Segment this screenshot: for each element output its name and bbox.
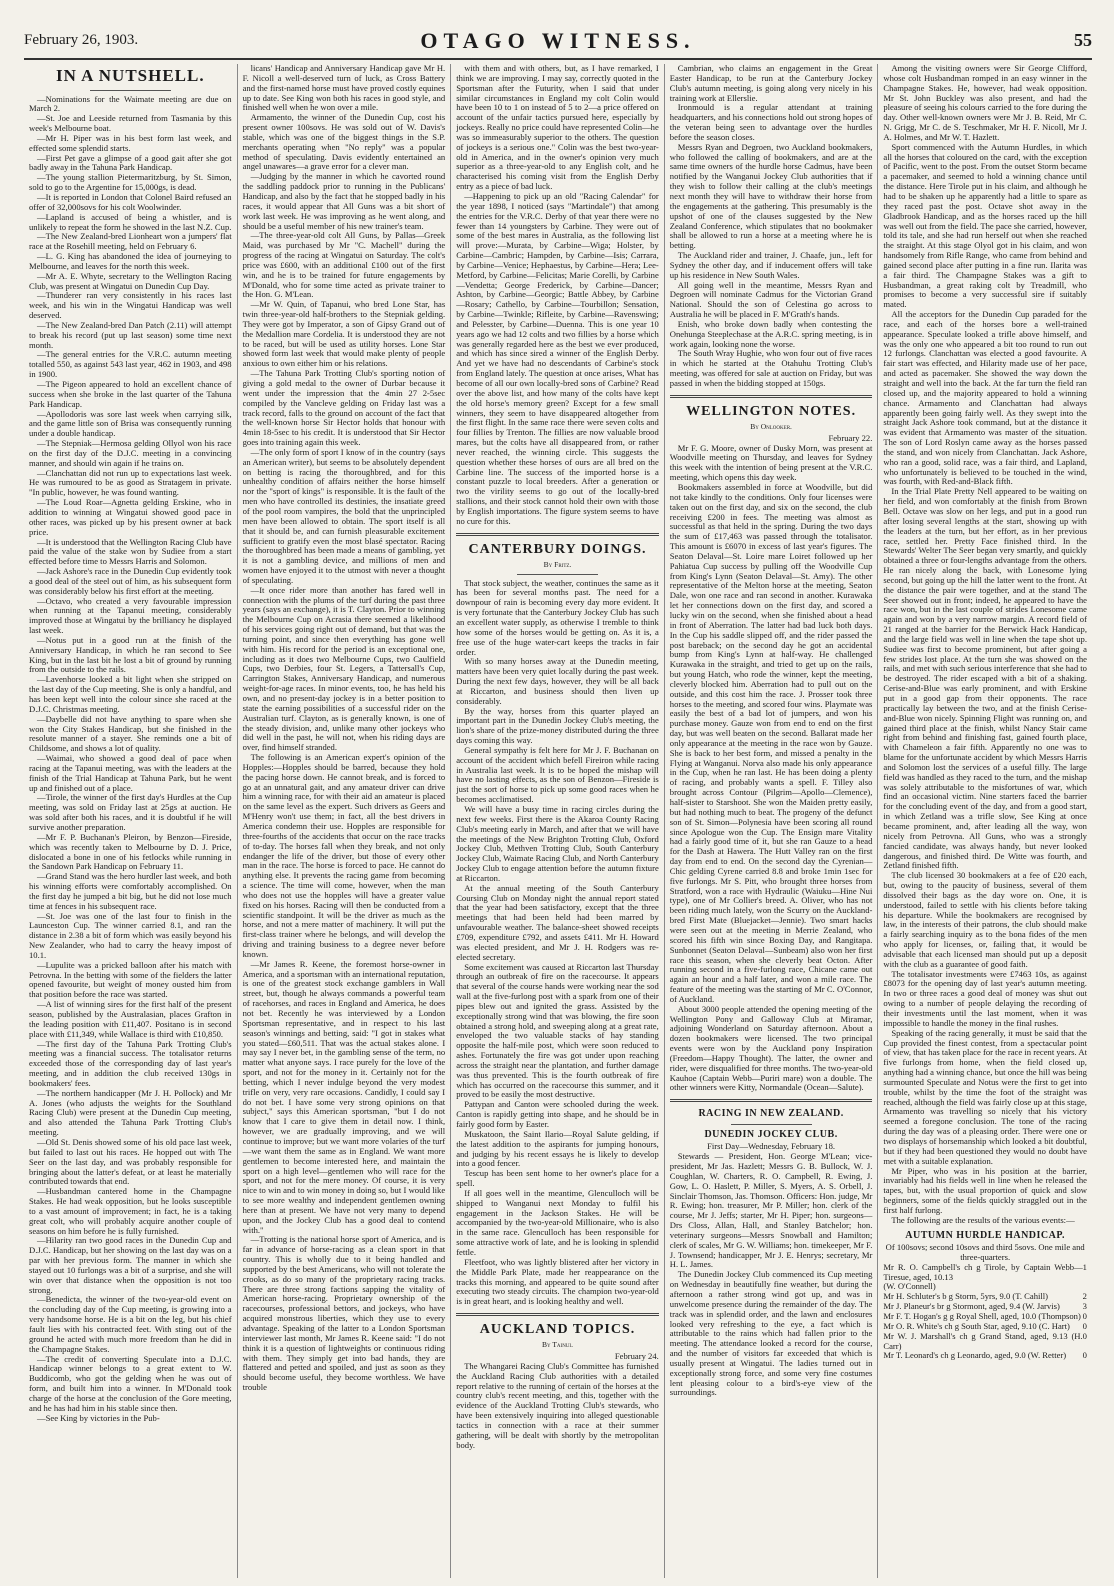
divider — [670, 395, 873, 398]
racing-heading: RACING IN NEW ZEALAND. — [698, 1108, 844, 1120]
auckland-heading: AUCKLAND TOPICS. — [479, 1322, 636, 1338]
paragraph: —Jack Ashore's race in the Dunedin Cup evidently took a good deal of the steel out of him, as his subsequent form was considerably below his first effort at the meeting. — [29, 566, 232, 596]
paragraph: The following are the results of the various events:— — [891, 1214, 1075, 1225]
result-place: 1 — [1082, 1261, 1087, 1272]
paragraph: Cambrian, who claims an engagement in the Great Easter Handicap, to be run at the Canterbury Jockey Club's autumn meeting, is going along very nicely in his training work at Ellerslie. — [669, 64, 873, 103]
canterbury-byline: By Fritz. — [543, 559, 572, 569]
paragraph: —St. Joe was one of the last four to finish in the Launceston Cup. The winner carried 8.1, and ran the distance in 2.38 a bit of form which was easily beyond his New Zealander, who had to carry the heavy impost of 10.1. — [29, 910, 232, 960]
paragraph: —Apollodoris was sore last week when carrying silk, and the game little son of Brisa was consequently running under a double handicap. — [29, 408, 232, 439]
result-place: 0 — [1082, 1350, 1087, 1361]
result-entry: Mr T. Leonard's ch g Leonardo, aged, 9.0 (W. Retter) — [883, 1350, 1067, 1361]
wellington-byline: By Onlooker. — [750, 421, 792, 431]
wellington-heading: WELLINGTON NOTES. — [686, 403, 857, 419]
result-place: 0 — [1082, 1320, 1087, 1331]
paragraph: —Benedicta, the winner of the two-year-old event on the concluding day of the Cup meeting, is growing into a very handsome horse. He is a bit on the leg, but his chief fault lies with his contracted feet. With sting out of the ground he acted with much more freedom than he did in the Champagne Stakes. — [29, 1294, 232, 1354]
paragraph: —Trotting is the national horse sport of America, and is far in advance of horse-racing as a clean sport in that country. This is wholly due to it being handled and supported by the best Americans, who will not tolerate the crooks, as do so many of the proprietary racing tracks. There are three strong factions sapping the vitality of American horse-racing. Proprietary ownership of the racecourses, professional bettors, and jockeys, who have acquired monstrous liberties, which they use to every advantage. Speaking of the latter to a London Sportsman interviewer last month, Mr James R. Keene said: "I do not think it is a question of lightweights or continuous riding with them. They simply get into bad hands, they are flattered and petted and spoiled, and just as soon as they should become useful, they become worthless. We have trouble — [242, 1234, 446, 1393]
paragraph: —The New Zealand-bred Lionheart won a jumpers' flat race at the Rosehill meeting, held on February 6. — [29, 231, 232, 252]
paragraph: —Lupulite was a pricked balloon after his match with Petrovna. In the betting with some of the fielders the latter opened favourite, but weight of money ousted him from that position before the race was started. — [29, 959, 232, 1000]
result-entry: Mr F. T. Hogan's g g Royal Shell, aged, 10.0 (Thompson) — [883, 1310, 1081, 1321]
results-heading: AUTUMN HURDLE HANDICAP. — [905, 1229, 1066, 1241]
result-place: 3 — [1082, 1301, 1087, 1312]
paragraph: The totalisator investments were £7463 10s, as against £8073 for the opening day of last year's autumn meeting. In two or three races a good deal of money was shut out owing to a number of people delaying the recording of their investments until the last moment, when it was impossible to handle the money in the final rushes. — [883, 968, 1087, 1028]
paragraph: All the acceptors for the Dunedin Cup paraded for the race, and each of the horses bore a well-trained appearance. Speculate looked a trifle above himself, and was the only one who appeared a bit too round to run out 12 furlongs. Clanchattan was elected a good favourite. A fair start was effected, and Hilarity made use of her pace, and acted as pacemaker. She showed the way down the straight and well into the back. At the far turn the field ran closed up, and the majority appeared to hold a winning chance. Armamento and Clanchattan had always apparently been going fairly well. As they swept into the straight Jack Ashore took command, but at the distance it was evident that Armamento was master of the situation. The son of Lord Roslyn came away as the horses passed the stand, and won nicely from Clanchattan. Jack Ashore, who ran a good, solid race, was a fair third, and Lapland, who unfortunately is believed to be touched in the wind, was fourth, with Red-and-Black fifth. — [883, 309, 1087, 487]
paragraph: In the Trial Plate Pretty Nell appeared to be waiting on her field, and won comfortably at the finish from Brown Bell. Octave was slow on her legs, and put in a good run after losing several lengths at the start, showing up with the leaders at the turn, but her effort, as in her previous race, settled her. Pretty Face finished third. In the Stewards' Welter The Seer began very smartly, and quickly obtained a three or four-lengths advantage from the others. He ran nicely along the back, with Lonesome lying second, but going up the hill the latter went to the front. At the distance the pair were together, and at the stand The Seer showed out in front; indeed, he appeared to have the race won, but in the last couple of strides Lonesome came again and won by a very narrow margin. A record field of 21 ranged at the barrier for the Berwick Hack Handicap, and the large field was well in line when the tape shot up. Sudiee was first to become prominent, but after going a few strides lost place. At the turn she was showed on the rails, and met with such serious interference that she had to be destroyed. The rider escaped with a bit of a shaking. Cerise-and-Blue was early prominent, and with Erskine put in a good gap from their opponents. The race practically lay between the two, and at the finish Cerise-and-Blue won nicely. Spinning Flight was running on, and gained third place at the finish, whilst Nancy Stair came right from behind and finishing fast, gained fourth place, with Chameleon a fair fifth. Apparently no one was to blame for the unfortunate accident by which Messrs Harris and Solomon lost the services of a useful filly. The large field was handled as they raced to the turn, and the mishap was solely attributable to the misfortunes of war, which find an occasional victim. Nine starters faced the barrier for the concluding event of the day, and from a good start, in which Zetland was a trifle slow, See King at once became prominent, and, after leading all the way, won nicely from Petrovna. All Guns, who was a strongly fancied candidate, was always handy, but never looked dangerous, and finished third. De Witte was fourth, and Zetland finished fifth. — [883, 486, 1087, 871]
auckland-byline: By Tainui. — [541, 1340, 573, 1350]
paragraph: —Clanchattan did not run up to expectations last week. He was rumoured to be as good as Stratagem in private. "In public, however, he was found wanting. — [29, 467, 232, 498]
paragraph: Fleetfoot, who was lightly blistered after her victory in the Middle Park Plate, made her reappearance on the tracks this morning, and appeared to be quite sound after executing two steady circuits. The champion two-year-old is in great heart, and is looking healthy and well. — [456, 1256, 659, 1307]
paragraph: Sport commenced with the Autumn Hurdles, in which all the horses that coloured on the card, with the exception of Pacific, went to the post. From the outset Storm became a pacemaker, and seemed to hold a winning chance until the distance. Here Tirole put in his claim, and although he had to be shaken up he apparently had a little to spare as they raced past the post. Octave shot away in the Gladbrook Handicap, and as the horses raced up the hill was well out from the field. The pace she carried, however, told its tale, and she had run herself out when she reached the straight. At this stage Olyol got in his claim, and won handsomely from Rifle Range, who came from behind and gained second place after putting in a fine run. Ilarita was a fair third. The Champagne Stakes was a gift to Husbandman, a great raking colt by Treadmill, who promises to become a very successful sire if suitably mated. — [883, 141, 1087, 310]
paragraph: —A list of winning sires for the first half of the present season, published by the Australasian, places Grafton in the leading position with £11,407. Positano is in second place with £11,349, while Wallace is third with £10,850. — [29, 999, 232, 1039]
paragraph: If all goes well in the meantime, Glenculloch will be shipped to Wanganui next Monday to fulfil his engagement in the Jackson Stakes. He will be accompanied by the two-year-old Millionaire, who is also in the same race. Glenculloch has been responsible for some attractive work of late, and he is looking in splendid fettle. — [456, 1187, 659, 1257]
paragraph: —The Stepniak—Hermosa gelding Ollyol won his race on the first day of the D.J.C. meeting in a convincing manner, and should win again if he trains on. — [29, 438, 232, 468]
divider — [456, 1313, 659, 1316]
paragraph: Tescup has been sent home to her owner's place for a spell. — [456, 1168, 659, 1189]
race-results — [883, 1263, 1087, 1361]
issue-date: February 26, 1903. — [24, 32, 139, 48]
paragraph: —First Pet gave a glimpse of a good gait after she got badly away in the Tahuna Park Handicap. — [29, 152, 232, 173]
paragraph: —The Loud Roar—Agnetta gelding Erskine, who in addition to winning at Wingatui showed good pace in other races, was picked up by his present owner at back price. — [29, 497, 232, 537]
paragraph: —Mr H. Piper was in his best form last week, and effected some splendid starts. — [29, 132, 232, 153]
divider — [517, 574, 598, 575]
paragraph: —It is understood that the Wellington Racing Club have paid the value of the stake won by Sudiee from a start effected before time to Messrs Harris and Solomon. — [29, 536, 232, 567]
paragraph: —Nominations for the Waimate meeting are due on March 2. — [29, 93, 232, 114]
carbine-paragraphs — [456, 64, 659, 527]
paragraph: —The Tahuna Park Trotting Club's sporting notion of giving a gold medal to the owner of Durbar because it went under the impression that the 4min 27 2-5sec compiled by the Vancleve gelding on Friday last was a track record, falls to the ground on account of the fact that the well-known horse Sir Hector holds that honour with 4min 18-5sec to his credit. It is understood that Sir Hector goes into training again this week. — [242, 368, 446, 448]
paragraph: Among the visiting owners were Sir George Clifford, whose colt Husbandman romped in an easy winner in the Champagne Stakes. He, however, had weak opposition. Mr St. John Buckley was also present, and had the pleasure of seeing his colours carried to the fore during the day. Other well-known owners were Mr J. B. Reid, Mr C. N. Grigg, Mr C. de S. Teschmaker, Mr H. F. Nicoll, Mr J. A. Holmes, and Mr W. T. Hazlett. — [883, 64, 1087, 142]
paragraph: Enish, who broke down badly when contesting the Onehunga Steeplechase at the A.R.C. spring meeting, is in work again, looking none the worse. — [669, 318, 873, 349]
column-1 — [24, 64, 238, 1578]
paragraph: —L. G. King has abandoned the idea of journeying to Melbourne, and leaves for the north this week. — [29, 251, 232, 271]
paragraph: —Mr A. E. Whyte, secretary to the Wellington Racing Club, was present at Wingatui on Dunedin Cup Day. — [29, 270, 232, 291]
masthead — [24, 28, 1092, 60]
column-5 — [878, 64, 1092, 1578]
column-4 — [665, 64, 879, 1578]
paragraph: That stock subject, the weather, continues the same as it has been for several months past. The need for a downpour of rain is becoming every day more evident. It is very fortunate that the Canterbury Jockey Club has such an excellent water supply, as otherwise I tremble to think how some of the horses would be getting on. As it is, a free use of the huge water-cart keeps the tracks in fair order. — [456, 577, 659, 657]
result-entry: (W. O'Connell) — [883, 1281, 936, 1292]
divider — [90, 90, 171, 91]
paragraph: —See King by victories in the Pub- — [37, 1412, 160, 1423]
canterbury-heading: CANTERBURY DOINGS. — [468, 541, 647, 557]
paragraph: Some excitement was caused at Riccarton last Thursday through an outbreak of fire on the racecourse. It appears that several of the course hands were working near the sod wall at the five-furlong post with a spark from one of their pipes blew out and ignited the grass. Assisted by the exceptionally strong wind that was blowing, the fire soon obtained a strong hold, and sweeping along at a great rate, enveloped the two valuable stacks of hay standing opposite the half-mile post, which were soon reduced to ashes. Fortunately the fire was got under upon reaching across the straight near the plantation, and further damage was thus prevented. This is the fourth outbreak of fire which has occurred on the racecourse this summer, and it proved to be easily the most destructive. — [456, 961, 659, 1100]
paragraph: —Daybelle did not have anything to spare when she won the City Stakes Handicap, but she finished in the resolute manner of a stayer. She reminds one a bit of Childsome, and shows a lot of quality. — [29, 713, 232, 754]
paragraph: Speaking of the racing generally, it must be said that the Cup provided the finest contest, from a spectacular point of view, that has taken place for the race in recent years. At five furlongs from home, when the field closed up, anything had a winning chance, but once the hill was being surmounted Speculate and Notus were the first to get into trouble, whilst by the time the foot of the straight was reached, although the field was fairly close up at this stage, Armamento was travelling so nicely that his victory seemed a foregone conclusion. The tone of the racing during the day was of a pleasing order. There were one or two displays of horsemanship which looked a bit doubtful, but if they had been questioned they would no doubt have met with a suitable explanation. — [883, 1027, 1087, 1166]
page-columns — [24, 64, 1092, 1578]
paragraph: —The credit of converting Speculate into a D.J.C. Handicap winner belongs to a great extent to W. Buddicomb, who got the gelding when he was out of form, and built him into a winner. In M'Donald took charge of the horse at the conclusion of the Gore meeting, and he has had him in his stable since then. — [29, 1353, 232, 1413]
nutshell-heading: IN A NUTSHELL. — [55, 66, 205, 85]
results-intro: Of 100sovs; second 10sovs and third 5sovs. One mile and three-quarters. — [885, 1242, 1085, 1262]
result-entry: Mr W. J. Marshall's ch g Grand Stand, aged, 9.13 (H. Carr) — [883, 1330, 1083, 1351]
divider — [670, 1099, 873, 1102]
paragraph: —Judging by the manner in which he cavorted round the saddling paddock prior to running in the Publicans' Handicap, and also by the fact that he stopped badly in his races, it would appear that All Guns was a bit short of work last week. He was improving as he went along, and should be a useful member of his new trainer's team. — [242, 171, 446, 231]
paragraph: Mr Piper, who was in his position at the barrier, invariably had his fields well in line when he released the tapes, but, with the usual proportion of quick and slow beginners, some of the fields quickly straggled out in the first half furlong. — [883, 1165, 1087, 1215]
paragraph: Armamento, the winner of the Dunedin Cup, cost his present owner 100sovs. He was sold out of W. Davis's stable, which was one of the biggest things in the S.P. merchants operating when "No reply" was a popular method of speculating. Davis evidently entertained an angel unawares—a grave error for a clever man. — [242, 112, 446, 172]
paragraph: Stewards — President, Hon. George M'Lean; vice-president, Mr Jas. Hazlett; Messrs G. B. Bullock, W. J. Coughlan, W. Charters, R. O. Campbell, R. Ewing, J. Gow, L. O. Haslett, P. Miller, S. Myers, A. S. Orbell, J. Sinclair Thomson, Jas. Thomson. Officers: Hon. judge, Mr R. Ewing; hon. treasurer, Mr P. Miller; hon. clerk of the course, Mr J. Jeffs; starter, Mr H. Piper; hon. surgeons—Drs Closs, Allan, Hall, and Stanley Batchelor; hon. veterinary surgeons—Messrs Snowball and Hamilton; clerk of scales, Mr G. W. Williams; hon. timekeeper, Mr F. J. Townsend; handicapper, Mr J. E. Henrys; secretary, Mr H. L. James. — [669, 1151, 873, 1270]
wellington-paragraphs — [670, 444, 873, 1094]
result-entry: Mr O. R. White's ch g South Star, aged, 9.10 (C. Hart) — [883, 1320, 1070, 1331]
divider — [731, 1124, 812, 1125]
paragraph: At the annual meeting of the South Canterbury Coursing Club on Monday night the annual report stated that the year had been satisfactory, except that the three meetings that had been held had been marred by unfavourable weather. The balance-sheet showed receipts £709, expenditure £792, and assets £411. Mr H. Howard was elected president, and Mr J. H. Rodgers was re-elected secretary. — [456, 882, 659, 962]
paragraph: The following is an American expert's opinion of the Hopples:—Hopples should be barred, because they hold the pacing horse down. He cannot break, and is forced to go at an unnatural gait, and any amateur driver can drive him a winning race, for with their aid an amateur is placed on the same level as the expert. Such drivers as Geers and M'Henry won't use them; in fact, all the best drivers in America condemn their use. Hopples are responsible for three-fourths of the accidents that occur on the race tracks of to-day. The horses fall when they break, and not only endanger the life of the driver, but those of every other man in the race. The horse is forced to pace. He cannot do anything else. It prevents the racing game from becoming a science. The time will come, however, when the man who does not use the hopples will have a greater value fixed on his horses. Racing will then be conducted from a scientific standpoint. It will be the driver as much as the horse, and not a mere matter of machinery. It will put the first-class trainer where he belongs, and will develop the driving and training business to a degree never before known. — [242, 752, 446, 959]
paragraph: About 3000 people attended the opening meeting of the Wellington Pony and Galloway Club at Miramar, adjoining Wonderland on Saturday afternoon. About a dozen bookmakers were licensed. The two principal events were won by the Auckland pony Inspiration (Freedom—Happy Thought). The latter, the owner and rider, were disqualified for three months. The two-year-old Kauhoe (Captain Webb—Puriri mare) won a double. The other winners were Kitty, Normandale (Ocean—Salute). — [669, 1003, 873, 1093]
newspaper-title: OTAGO WITNESS. — [420, 28, 696, 53]
paragraph: All going well in the meantime, Messrs Ryan and Degroen will nominate Cadmus for the Victorian Grand National. Should the son of Celestina go across to Australia he will be placed in F. M'Grath's hands. — [669, 279, 873, 320]
result-place: 2 — [1082, 1291, 1087, 1302]
page-number: 55 — [1074, 30, 1092, 50]
paragraph: We will have a busy time in racing circles during the next few weeks. First there is the Akaroa County Racing Club's meeting early in March, and after that we will have the meetings of the New Brighton Trotting Club, Oxford Jockey Club, Methven Trotting Club, South Canterbury Jockey Club, Waimate Racing Club, and North Canterbury Jockey Club to engage attention before the autumn fixture at Riccarton. — [456, 804, 659, 883]
paragraph: Muskatoon, the Saint Ilario—Royal Salute gelding, if the latest addition to the aspirants for jumping honours, and judging by his recent essays he is likely to develop into a good fencer. — [456, 1128, 659, 1169]
column-2 — [238, 64, 452, 1578]
result-entry: Mr J. Planeur's br g Stormont, aged, 9.4 (W. Jarvis) — [883, 1301, 1060, 1312]
djc-dateline: First Day—Wednesday, February 18. — [707, 1141, 836, 1152]
result-entry: Mr H. Schluter's b g Storm, 5yrs, 9.0 (T. Cahill) — [883, 1291, 1049, 1302]
paragraph: —The northern handicapper (Mr J. H. Pollock) and Mr A. Jones (who adjusts the weights for the Southland Racing Club) were present at the Dunedin Cup meeting, and also attended the Tahuna Park Trotting Club's meeting. — [29, 1087, 232, 1138]
paragraph: —St. Joe and Leeside returned from Tasmania by this week's Melbourne boat. — [29, 113, 232, 134]
result-entry: Mr R. O. Campbell's ch g Tirole, by Captain Webb—Tiresue, aged, 10.13 — [883, 1261, 1083, 1282]
wellington-dateline: February 22. — [828, 432, 873, 443]
auckland-dateline: February 24. — [614, 1350, 659, 1361]
paragraph: The club licensed 30 bookmakers at a fee of £20 each, but, owing to the paucity of business, several of them dissolved their bags as the day wore on. One, it is understood, failed to settle with his clients before taking his departure. While the bookmakers are recognised by law, in the interests of their patrons, the club should make a fairly searching inquiry as to the bona fides of the men who apply for licenses, or, failing that, it would be advisable that each licensed man should put up a deposit with the club as a guarantee of good faith. — [883, 870, 1087, 969]
paragraph: —Lavenhorse looked a bit light when she stripped on the last day of the Cup meeting. She is only a handful, and has been kept well into the colour since she raced at the D.J.C. Christmas meeting. — [29, 674, 232, 714]
paragraph: —Hilarity ran two good races in the Dunedin Cup and D.J.C. Handicap, but her showing on the last day was on a par with her previous form. The manner in which she stayed out 10 furlongs was a bit of a surprise, and she will win over that distance when the opposition is not too strong. — [29, 1235, 232, 1295]
paragraph: Pattypan and Canton were schooled during the week. Canton is rapidly getting into shape, and he should be in fairly good form by Easter. — [456, 1099, 659, 1129]
result-row — [883, 1332, 1087, 1352]
paragraph: —Octavo, who created a very favourable impression when running at the Tapanui meeting, considerably improved those at Wingatui by the brilliancy he displayed last week. — [29, 595, 232, 636]
auckland-continued-paragraphs — [670, 64, 873, 389]
paragraph: The Dunedin Jockey Club commenced its Cup meeting on Wednesday in beautifully fine weather, but during the afternoon a rather strong wind got up, and was in unwelcome presence during the remainder of the day. The track was in splendid order, and the lawn and enclosures looked very refreshing to the eye, a fact which is attributable to the rains which had fallen prior to the meeting. The attendance looked a record for the course, and the number of visitors far exceeded that which is usually present at Wingatui. The ladies turned out in exceptionally strong force, and some very fine costumes lent pleasing colour to a bird's-eye view of the surroundings. — [669, 1269, 873, 1398]
paragraph: —The only form of sport I know of in the country (says an American writer), but seems to be absolutely dependent on betting is racing the thoroughbred, and for this unhealthy condition of affairs neither the horse himself nor the "sport of kings" is responsible. It is the fault of the men who have controlled its destinies, the insatiate greed of the pool room vampires, the bold that the unprincipled men have been allowed to obtain. The sport itself is all that it should be, and can furnish pleasurable excitement sufficient to gratify even the most blasé spectator. Racing the thoroughbred has been made a means of gambling, yet it is not a gambling device, and millions of men and women have enjoyed it to the utmost with never a thought of speculating. — [242, 446, 446, 585]
paragraph: —Old St. Denis showed some of his old pace last week, but failed to last out his races. He hopped out with The Seer on the last day, and was probably responsible for bringing about the latter's defeat, or at least he materially contributed towards that end. — [29, 1136, 232, 1187]
paragraph: —Mr W. Quin, of Tapanui, who bred Lone Star, has twin three-year-old half-brothers to the Stepniak gelding. They were got by Imperator, a son of Gipsy Grand out of the Medallion mare Cordelia. It is understood they are not to be raced, but will be used as utility horses. Lone Star showed form last week that would make plenty of people anxious to own either him or his relations. — [242, 299, 446, 369]
paragraph: Mr F. G. Moore, owner of Dusky Morn, was present at Woodville meeting on Thursday, and leaves for Sydney this week with the intention of being present at the V.R.C. meeting, which opens this day week. — [669, 442, 873, 483]
paragraph: —The Pigeon appeared to hold an excellent chance of success when she broke in the last quarter of the Tahuna Park Handicap. — [29, 379, 232, 409]
result-row — [883, 1263, 1087, 1283]
column-2-paragraphs — [243, 64, 446, 1393]
paragraph: —Husbandman cantered home in the Champagne Stakes. He had weak opposition, but he looks susceptible to a vast amount of improvement; in fact, he is a taking great colt, who will probably acquire another couple of seasons on him before he is fully furnished. — [29, 1186, 232, 1236]
djc-paragraphs — [670, 1152, 873, 1398]
paragraph: Messrs Ryan and Degroen, two Auckland bookmakers, who followed the calling of bookmakers, and are at the same time owners of the hurdle horse Cadmus, have been notified by the Wanganui Jockey Club authorities that if they wish to follow their calling at the club's meetings next month they will have to withdraw their horse from the engagements at the gathering. This presumably is the upshot of one of the clauses suggested by the New Zealand Conference, which stipulates that no bookmaker shall be allowed to run a horse at a meeting where he is betting. — [669, 141, 873, 251]
paragraph: With so many horses away at the Dunedin meeting, matters have been very quiet locally during the past week. During the next few days, however, they will be all back at Riccarton, and business should then liven up considerably. — [456, 656, 659, 706]
column-3 — [451, 64, 665, 1578]
paragraph: —Happening to pick up an old "Racing Calendar" for the year 1898, I noticed (says "Martindale") that among the entries for the V.R.C. Derby of that year there were no fewer than 14 youngsters by Carbine. They were out of some of the best mares in Australia, as the following list will prove:—Murata, by Carbine—Wiga; Holster, by Carbine—Cambric; Hampden, by Carbine—Isis; Carrara, by Carbine—Venice; Hephaestus, by Carbine—Hera; Lee-Metford, by Carbine—Felicitas; Marie Corelli, by Carbine—Vendetta; George Frederick, by Carbine—Dancer; Ashton, by Carbine—Georgic; Battle Abbey, by Carbine—Rosary; Cathello, by Carbine—Tourbillon; Sensation, by Carbine—Twinkle; Rifleite, by Carbine—Ravenswing; and Pelesster, by Carbine—Duenna. This is one year 10 years ago we had 12 colts and two fillies by a horse which was generally regarded here as the best we ever produced, and which has since sired a winner of the English Derby. And yet we have had no descendants of Carbine's stock from England lately. The question at once arises, What has become of all our own locally-bred sons of Carbine? Read over the above list, and how many of the colts have kept the old horse's memory green? Except for a few small winners, they seem to have disappeared altogether from the first flight. In the same race there were seven colts and four fillies by Trenton. The fillies are now valuable brood mares, but the colts have all disappeared from, or rather never reached, the winning circle. This suggests the question whether these horses of ours are all bred on the Carbine line. The success of the imported horse is a constant puzzle to local breeders. After a generation or two the virility seems to go out of the locally-bred stallions, and their stock cannot hold their own with those by English importations. The figure system seems to have no cure for this. — [456, 190, 659, 526]
paragraph: The Whangarei Racing Club's Committee has furnished the Auckland Racing Club authorities with a detailed report relative to the running of certain of the horses at the country club's recent meeting, and this, together with the evidence of the Auckland Trotting Club's stewards, who have been extensively inquiring into alleged questionable tactics in connection with a race at their summer gathering, will be dealt with shortly by the metropolitan body. — [456, 1360, 659, 1450]
paragraph: —The New Zealand-bred Dan Patch (2.11) will attempt to break his record (put up last season) some time next month. — [29, 319, 232, 350]
paragraph: —Lapland is accused of being a whistler, and is unlikely to repeat the form he showed in the last N.Z. Cup. — [29, 211, 232, 232]
paragraph: —It once rider more than another has fared well in connection with the plums of the turf during the past three years (says an exchange), it is T. Clayton. Prior to winning the Melbourne Cup on Acrasia there seemed a likelihood of his services going right out of demand, but that was the turning point, and since then everything has gone well with him. His record for the period is an exceptional one, including as it does two Melbourne Cups, two Caulfield Cups, two Derbies, four St. Legers, a Tattersall's Cup, Carrington Stakes, Anniversary Handicap, and numerous weight-for-age races. In minor events, too, he has held his own, and no present-day jockey is in a better position to state the earning possibilities of a successful rider on the Australian turf. Clayton, as is generally known, is one of the steady division, and, unlike many other jockeys who did well in the past, he will not, when his riding days are over, find himself stranded. — [242, 584, 446, 753]
paragraph: By the way, horses from this quarter played an important part in the Dunedin Jockey Club's meeting, the lion's share of the prize-money distributed during the three days coming this way. — [456, 705, 659, 746]
nutshell-paragraphs — [29, 95, 232, 1424]
result-row — [883, 1351, 1087, 1361]
paragraph: Bookmakers assembled in force at Woodville, but did not take kindly to the conditions. Only four licenses were taken out on the first day, and six on the second, the club receiving £200 in fees. The meeting was almost as successful as that held in the spring. During the two days the sum of £17,463 was passed through the totalisator. This amount is £6070 in excess of last year's figures. The Seaton Delaval—St. Loire mare Loiret followed up her Pahiatua Cup success by pulling off the Woodville Cup from King's Lynn (Seaton Delaval—St. Amy). The other representative of the Melton horse at the meeting, Seaton Dale, won one race and ran second in another. Kurawaka let her connections down on the first day, and scored a lucky win on the second, when she finished about a head in front of Aberration. The latter had bad luck both days. In the Cup his saddle slipped off, and the rider passed the post bareback; on the second day he got an accidental bump from King's Lynn at half-way. He challenged Kurawaka in the straight, and tried to get up on the rails, but young Hatch, who rode the winner, kept the meeting, cleverly blocked him. Aberration had to pull out on the outside, and this cost him the race. J. Prosser took three horses to the meeting, and scored four wins. Playmate was easily the best of a bad lot of jumpers, and won his purchase money. Gauze won from end to end on the first day, but was well beaten on the second. Ballarat made her only appearance at the meeting in the race won by Gauze. She is back to her best form, and missed a penalty in the Flying at Wanganui. Norva also made his only appearance in the Cup, when he ran last. He has been doing a plenty of racing, and probably wants a spell. F. Tilley also brought across Contour (Pilgrim—Apollo—Clemence), half-sister to Starshoot. She won the Maiden pretty easily, but had nothing much to beat. The progeny of the defunct son of St. Simon—Polynesia have been scoring all round since Apologue won the Cup. The Ensign mare Vitality had a fairly good time of it, but she ran Gauze to a head for the Dash at Hawera. The Hutt Valley ran on the first day from end to end. On the second day the Cyrenian—Chic gelding Cyrene carried 8.8 and broke 1min 1sec for five furlongs. Mr S. Pitt, who brought three horses from Stratford, won a race with Hydraulic (Waiuku—Hine Nui type), one of Mr Collier's breed. A. Oliver, who has not been riding much lately, won the Scurry on the Auckland-bred First Mate (Bluejacket—Jennie). Two smart hacks were seen out at the meeting in Merrie Zealand, who scored his fifth win since Boxing Day, and Rangitapa. Sunbonnet (Seaton Delaval—Sunbeam) also won her first race this season, when she cleverly beat Octon. After running second in a five-furlong race, Chicane came out again an hour and a half later, and won a mile race. The feature of the meeting was the starting of Mr C. O'Connor, of Auckland. — [669, 482, 873, 1004]
paragraph: with them and with others, but, as I have remarked, I think we are improving. I may say, correctly quoted in the Sportsman after the Futurity, when I said that under similar circumstances in England my colt Colin would have been 10 to 1 on instead of 5 to 2—a price offered on account of the unfair tactics pursued here, especially by jockeys. Really no price could have represented Colin—he was so immeasurably superior to the others. The question of jockeys is a serious one." Colin was the best two-year-old in America, and in the owner's opinion very much superior as a three-year-old to any English colt, and he characterised his coming visit from the English Derby entry as a piece of bad luck. — [456, 64, 659, 192]
paragraph: —Tirole, the winner of the first day's Hurdles at the Cup meeting, was sold on Friday last at 25gs at auction. He was sold after both his races, and it is doubtful if he will survive another preparation. — [29, 792, 232, 832]
paragraph: licans' Handicap and Anniversary Handicap gave Mr H. F. Nicoll a well-deserved turn of luck, as Cross Battery and the first-named horse must have proved costly equines up to date. See King won both his races in good style, and finished well when he won over a mile. — [242, 64, 446, 113]
paragraph: —Grand Stand was the hero hurdler last week, and both his winning efforts were comfortably accomplished. On the first day he jumped a bit big, but he did not lose much time at fences in his subsequent race. — [29, 871, 232, 911]
paragraph: —Waimai, who showed a good deal of pace when racing at the Tapanui meeting, was with the leaders at the finish of the Trial Handicap at Tahuna Park, but he went up and finished out of a place. — [29, 753, 232, 793]
paragraph: —Thunderer ran very consistently in his races last week, and his win in the Wingatui Handicap was well deserved. — [29, 290, 232, 321]
auckland-paragraphs — [456, 1362, 659, 1451]
paragraph: —The general entries for the V.R.C. autumn meeting totalled 550, as against 543 last year, 462 in 1903, and 498 in 1900. — [29, 349, 232, 380]
paragraph: —Notus put in a good run at the finish of the Anniversary Handicap, in which he ran second to See King, but in the last bit he lost a bit of ground by running from the outside to the rails. — [29, 634, 232, 675]
canterbury-paragraphs — [456, 579, 659, 1307]
djc-heading: DUNEDIN JOCKEY CLUB. — [704, 1128, 838, 1140]
paragraph: —The three-year-old colt All Guns, by Pallas—Greek Maid, was purchased by Mr "C. Machell" during the progress of the racing at Wingatui on Saturday. The colt's price was £600, with an additional £100 out of the first win, and he is to be trained for future engagements by M'Donald, who for some time acted as private trainer to the Hon. G. M'Lean. — [242, 230, 446, 300]
paragraph: Ironmould is a regular attendant at training headquarters, and his connections hold out strong hopes of the veteran being seen to advantage over the hurdles before the season closes. — [669, 102, 873, 142]
paragraph: —It is reported in London that Colonel Baird refused an offer of 32,000sovs for his colt Woolwinder. — [29, 191, 232, 212]
paragraph: The South Wray Hughie, who won four out of five races in which he started at the Otahuhu Trotting Club's meeting, was offered for sale at auction on Friday, but was passed in when the bidding stopped at 150gs. — [669, 348, 873, 388]
paragraph: —Mr James R. Keene, the foremost horse-owner in America, and a sportsman with an international reputation, is one of the greatest stock exchange gamblers in Wall street, but, though he always commands a powerful team of racehorses, and races in England and America, he does not bet. Recently he was interviewed by a London Sportsman representative, and in respect to his last season's winnings and betting, said: "I got in stakes what you stated—£60,511. That was the actual stakes alone. I may say I never bet, in the gambling sense of the term, no matter what anyone says. I race purely for the love of the sport, and not for the money in it. Certainly not for the betting, which I never indulge beyond the very modest trifle on very, very rare occasions. Candidly, I could say I do not bet. I have some very strong opinions on that subject," says this American sportsman, "but I do not know that I care to give them in detail now. I think, however, we are gradually improving, and we will continue to improve; but we want more volaries of the turf—we want them the same as in England. We want more gentlemen to become interested here, and maintain the sport on a high level—gentlemen who will race for the sport, and not for the mere money. Of course, it is very nice to win and to win money in doing so, but I would like to see more wealthy and independent gentlemen owning here than at present. We have not very many to depend upon, and the Jockey Club has a good deal to contend with." — [242, 958, 446, 1235]
result-place: 0 — [1082, 1330, 1087, 1341]
paragraph: The Auckland rider and trainer, J. Chaafe, jun., left for Sydney the other day, and if inducement offers will take up his residence in New South Wales. — [669, 250, 873, 280]
race-report-paragraphs — [883, 64, 1087, 1226]
paragraph: —The young stallion Pietermaritzburg, by St. Simon, sold to go to the Argentine for 15,000gs, is dead. — [29, 172, 232, 193]
paragraph: —The first day of the Tahuna Park Trotting Club's meeting was a financial success. The totalisator returns exceeded those of the corresponding day of last year's meeting, and in addition the club received 130gs in bookmakers' fees. — [29, 1038, 232, 1088]
divider — [456, 533, 659, 536]
result-place: 0 — [1082, 1310, 1087, 1321]
paragraph: General sympathy is felt here for Mr J. F. Buchanan on account of the accident which befell Fireiron while racing in Australia last week. It is to be hoped the mishap will have no lasting effects, as the son of Benzon—Fireside is just the sort of horse to pick up some good races when he becomes acclimatised. — [456, 744, 659, 805]
paragraph: —Mr F. P. Buchanan's Pleiron, by Benzon—Fireside, which was recently taken to Melbourne by D. J. Price, dislocated a bone in one of his fetlocks while running in the Sandown Park Handicap on February 11. — [29, 831, 232, 872]
